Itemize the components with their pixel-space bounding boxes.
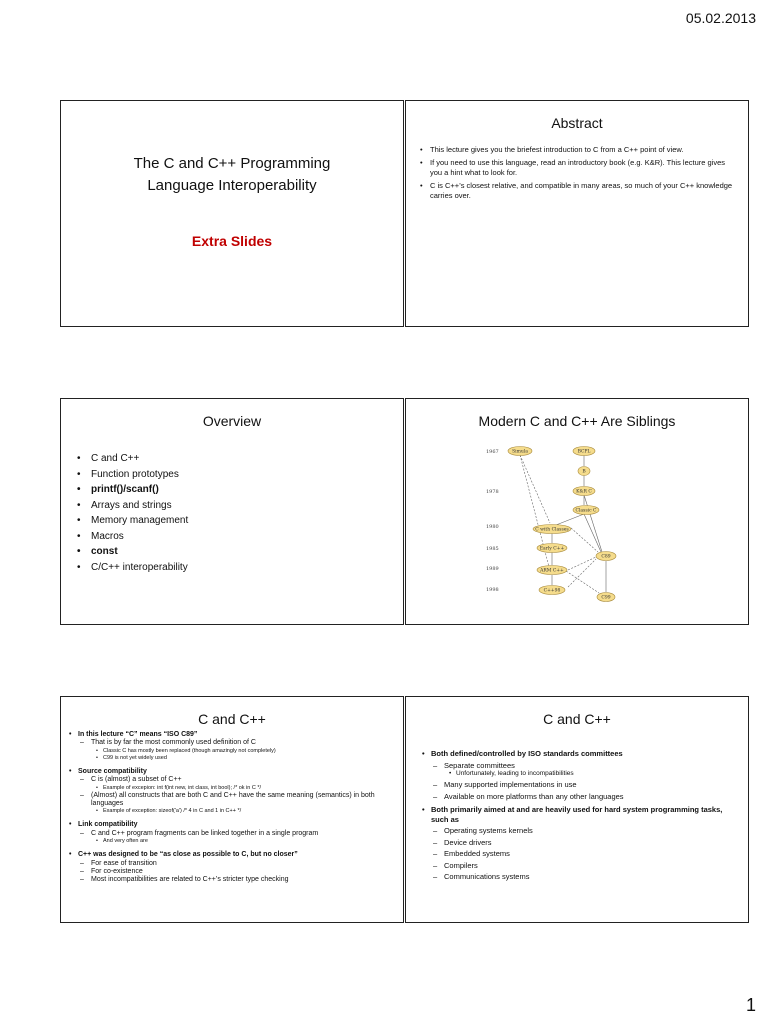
list-item: • Memory management [77, 513, 188, 529]
slide-heading: Abstract [551, 115, 603, 131]
list-item: – Device drivers [422, 838, 740, 848]
node-c89: C89 [601, 554, 611, 560]
slide-title-heading [61, 153, 403, 197]
list-item: • If you need to use this language, read an introductory book (e.g. K&R). This lecture gives you a hint what to look for. [420, 158, 734, 178]
node-early-cpp: Early C++ [539, 546, 565, 552]
list-item: – C is (almost) a subset of C++ [69, 776, 397, 784]
list-item: – (Almost) all constructs that are both C and C++ have the same meaning (semantics) in both languages [69, 792, 397, 809]
list-item: • Classic C has mostly been replaced (though amazingly not completely) [69, 748, 397, 755]
list-item: • C and C++ [77, 451, 188, 467]
node-simula: Simula [512, 449, 528, 455]
list-item: • C++ was designed to be “as close as possible to C, but no closer” [69, 851, 397, 859]
list-item: • Arrays and strings [77, 498, 188, 514]
list-item: – Communications systems [422, 872, 740, 882]
list-item: • Source compatibility [69, 768, 397, 776]
list-item: • C/C++ interoperability [77, 560, 188, 576]
node-c-with-classes: C with Classes [535, 527, 569, 533]
list-item: • C99 is not yet widely used [69, 755, 397, 762]
title-line-1: The C and C++ Programming [133, 155, 331, 172]
page-number: 1 [745, 995, 756, 1015]
list-item: • Link compatibility [69, 821, 397, 829]
slide-heading: Modern C and C++ Are Siblings [478, 413, 676, 429]
list-item: – For co-existence [69, 868, 397, 876]
list-item: • Both defined/controlled by ISO standards committees [422, 749, 740, 759]
list-item: • In this lecture “C” means “ISO C89” [69, 731, 397, 739]
bullet-list [77, 451, 188, 575]
node-b: B [582, 469, 586, 475]
node-bcpl: BCPL [577, 449, 591, 455]
year-label: 1998 [486, 587, 499, 593]
slide-heading: Overview [202, 413, 262, 429]
list-item: • printf()/scanf() [77, 482, 188, 498]
slide-c-and-cpp-2 [405, 696, 749, 923]
list-item: • And very often are [69, 838, 397, 845]
list-item: – Many supported implementations in use [422, 780, 740, 790]
bullet-list [420, 145, 734, 204]
year-label: 1985 [486, 546, 499, 552]
title-line-2: Language Interoperability [147, 177, 317, 194]
year-label: 1967 [486, 449, 499, 455]
list-item: – Operating systems kernels [422, 826, 740, 836]
list-item: • Function prototypes [77, 467, 188, 483]
print-date: 05.02.2013 [685, 10, 756, 26]
year-label: 1978 [486, 489, 499, 495]
bullet-list [69, 731, 397, 885]
slide-subtitle: Extra Slides [191, 233, 273, 249]
list-item: – Most incompatibilities are related to C++’s stricter type checking [69, 876, 397, 884]
list-item: – Separate committees [422, 761, 740, 771]
slide-overview [60, 398, 404, 625]
list-item: • Unfortunately, leading to incompatibilities [422, 770, 740, 778]
list-item: • Macros [77, 529, 188, 545]
slide-siblings [405, 398, 749, 625]
list-item: • Example of exception: sizeof('a') /* 4 in C and 1 in C++ */ [69, 808, 397, 815]
year-label: 1980 [486, 524, 499, 530]
slide-heading: C and C++ [543, 711, 611, 727]
slide-heading: C and C++ [198, 711, 266, 727]
list-item: – Embedded systems [422, 849, 740, 859]
year-label: 1989 [486, 566, 499, 572]
list-item: – For ease of transition [69, 860, 397, 868]
list-item: • const [77, 544, 188, 560]
list-item: • This lecture gives you the briefest introduction to C from a C++ point of view. [420, 145, 734, 155]
node-kr-c: K&R C [576, 489, 592, 495]
list-item: – Compilers [422, 861, 740, 871]
list-item: • Both primarily aimed at and are heavily used for hard system programming tasks, such as [422, 805, 740, 824]
slide-title [60, 100, 404, 327]
slide-abstract [405, 100, 749, 327]
list-item: – That is by far the most commonly used definition of C [69, 739, 397, 747]
node-c99: C99 [601, 595, 611, 601]
node-arm-cpp: ARM C++ [540, 568, 564, 574]
list-item: – C and C++ program fragments can be linked together in a single program [69, 830, 397, 838]
node-cpp98: C++98 [543, 588, 561, 594]
node-classic-c: Classic C [575, 508, 597, 514]
list-item: • C is C++’s closest relative, and compatible in many areas, so much of your C++ knowledge carries over. [420, 181, 734, 201]
list-item: • Example of excepion: int f(int new, int class, int bool); /* ok in C */ [69, 785, 397, 792]
list-item: – Available on more platforms than any other languages [422, 792, 740, 802]
slide-c-and-cpp-1 [60, 696, 404, 923]
bullet-list [422, 745, 740, 882]
language-family-diagram [406, 435, 750, 625]
